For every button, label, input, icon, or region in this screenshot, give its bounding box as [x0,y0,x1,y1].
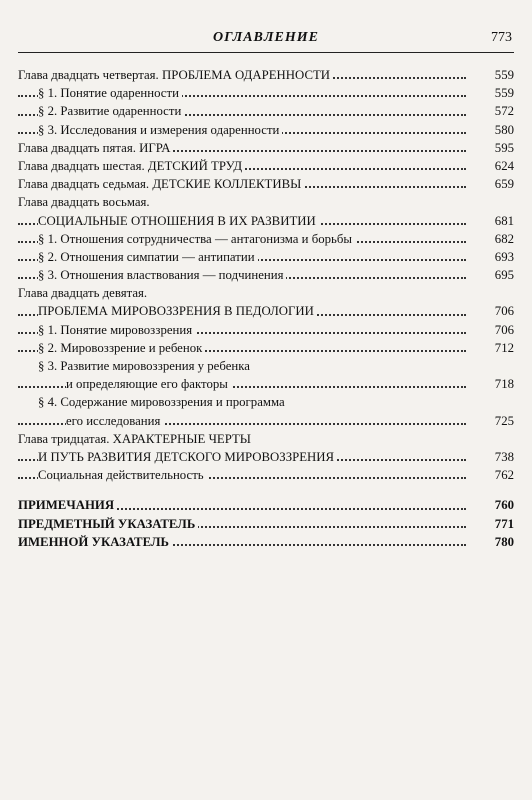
toc-entry-title: Глава двадцать пятая. ИГРА [18,141,173,155]
toc-entry-page: 580 [470,121,514,139]
toc-entry[interactable] [18,375,514,393]
toc-entry[interactable] [18,430,514,448]
toc-entry-page: 572 [470,102,514,120]
toc-entry-title: § 2. Развитие одаренности [38,104,184,118]
toc-entry-page: 760 [470,496,514,514]
toc-entry-page: 706 [470,321,514,339]
toc-entry[interactable] [18,248,514,266]
toc-entry-page: 738 [470,448,514,466]
toc-entry-title: Глава двадцать восьмая. [18,195,153,209]
toc-entry-title: И ПУТЬ РАЗВИТИЯ ДЕТСКОГО МИРОВОЗЗРЕНИЯ [38,450,337,464]
toc-entry-title: ПРИМЕЧАНИЯ [18,498,117,512]
toc-entry[interactable] [18,193,514,211]
toc-entry[interactable] [18,84,514,102]
toc-entry[interactable] [18,448,514,466]
toc-entry[interactable] [18,212,514,230]
toc-entry-title: ПРОБЛЕМА МИРОВОЗЗРЕНИЯ В ПЕДОЛОГИИ [38,304,317,318]
toc-entry-page: 762 [470,466,514,484]
page-number: 773 [491,30,512,45]
toc-entry-title: § 2. Отношения симпатии — антипатии [38,250,258,264]
toc-entry-page: 559 [470,84,514,102]
toc-entry-page: 725 [470,412,514,430]
toc-entry[interactable] [18,466,514,484]
toc-entry-title: Глава двадцать седьмая. ДЕТСКИЕ КОЛЛЕКТИВЫ [18,177,304,191]
toc-entry[interactable] [18,266,514,284]
toc-entry[interactable] [18,321,514,339]
toc-entry-title: Глава тридцатая. ХАРАКТЕРНЫЕ ЧЕРТЫ [18,432,254,446]
toc-entry[interactable] [18,102,514,120]
toc-entry[interactable] [18,339,514,357]
toc-entry-page: 706 [470,302,514,320]
toc-entry-title: § 3. Исследования и измерения одаренности [38,123,282,137]
toc-entry-page: 559 [470,66,514,84]
toc-entry[interactable] [18,139,514,157]
page-title: ОГЛАВЛЕНИЕ [213,30,319,45]
toc-entry-title: СОЦИАЛЬНЫЕ ОТНОШЕНИЯ В ИХ РАЗВИТИИ [38,214,319,228]
toc-entry-page: 718 [470,375,514,393]
toc-entry[interactable] [18,357,514,375]
toc-entry-page: 693 [470,248,514,266]
toc-entry-title: § 4. Содержание мировоззрения и программа [38,395,288,409]
toc-entry-page: 695 [470,266,514,284]
toc-entry-title: Социальная действительность [38,468,207,482]
toc-entry-title: и определяющие его факторы [66,377,231,391]
toc-entry[interactable] [18,230,514,248]
toc-entry[interactable] [18,66,514,84]
page-header [18,26,514,53]
toc-entry[interactable] [18,284,514,302]
toc-entry-title: § 1. Понятие одаренности [38,86,182,100]
toc-entry-title: ИМЕННОЙ УКАЗАТЕЛЬ [18,535,172,549]
toc-entry-title: Глава двадцать шестая. ДЕТСКИЙ ТРУД [18,159,245,173]
toc-entry[interactable] [18,302,514,320]
toc-entry-page: 595 [470,139,514,157]
toc-entry-page: 624 [470,157,514,175]
toc-entry-page: 681 [470,212,514,230]
toc-entry[interactable] [18,412,514,430]
toc-entry-title: § 3. Развитие мировоззрения у ребенка [38,359,253,373]
toc-entry-page: 682 [470,230,514,248]
toc-entry[interactable] [18,533,514,551]
toc-spacer [18,484,514,496]
toc-entry-title: § 1. Понятие мировоззрения [38,323,195,337]
toc-entry[interactable] [18,515,514,533]
toc-entry-title: ПРЕДМЕТНЫЙ УКАЗАТЕЛЬ [18,517,198,531]
toc-entry[interactable] [18,175,514,193]
table-of-contents [18,66,514,551]
toc-entry[interactable] [18,157,514,175]
toc-entry-page: 780 [470,533,514,551]
toc-entry-title: его исследования [66,414,163,428]
toc-entry-title: Глава двадцать девятая. [18,286,150,300]
toc-entry-page: 771 [470,515,514,533]
toc-entry[interactable] [18,496,514,514]
toc-entry[interactable] [18,121,514,139]
toc-entry[interactable] [18,393,514,411]
toc-entry-title: § 3. Отношения властвования — подчинения [38,268,286,282]
toc-entry-title: § 1. Отношения сотрудничества — антагонизма и борьбы [38,232,355,246]
toc-entry-title: Глава двадцать четвертая. ПРОБЛЕМА ОДАРЕННОСТИ [18,68,333,82]
toc-entry-title: § 2. Мировоззрение и ребенок [38,341,205,355]
toc-entry-page: 659 [470,175,514,193]
toc-entry-page: 712 [470,339,514,357]
